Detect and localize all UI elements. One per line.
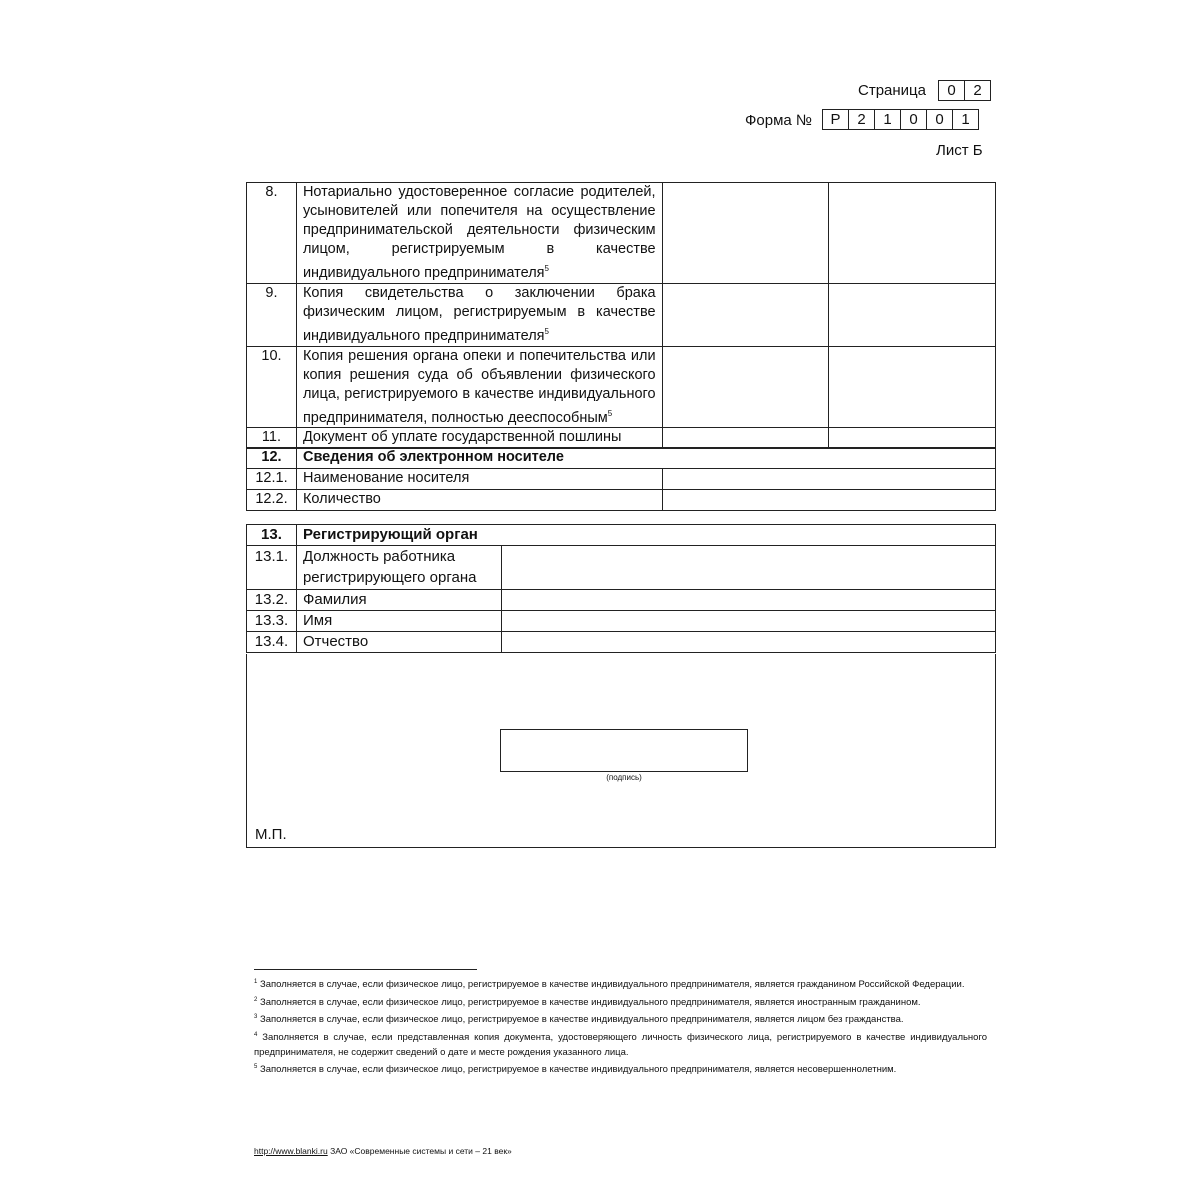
row-number: 13.4. — [247, 632, 297, 653]
footnote: $^4$ Заполняется в случае, если представленная копия документа, удостоверяющего личность физического лица, регистрируемого в качестве индивидуального предпринимателя, не содержит сведений о дате и месте рождения указанного лица. — [254, 1031, 988, 1058]
table-row — [247, 428, 996, 449]
document-name: Нотариально удостоверенное согласие родителей, усыновителей или попечителя на осуществление предпринимательской деятельности физическим лицом, регистрируемым в качестве индивидуального предпринимателя$^5$ — [296, 183, 662, 284]
authority-table — [246, 524, 996, 653]
form-digit-box[interactable]: 0 — [926, 109, 953, 130]
document-count-cell[interactable] — [662, 283, 829, 346]
footnote-ref: 5 — [607, 408, 613, 418]
documents-table — [246, 182, 996, 449]
row-number: 10. — [247, 346, 297, 428]
form-digit-box[interactable]: 0 — [900, 109, 927, 130]
table-row — [247, 632, 996, 653]
signature-box[interactable] — [500, 729, 748, 772]
table-row — [247, 346, 996, 428]
footnote-separator — [254, 969, 477, 970]
footnote: $^3$ Заполняется в случае, если физическое лицо, регистрируемое в качестве индивидуального предпринимателя, является лицом без гражданства. — [254, 1014, 904, 1026]
section-title: Регистрирующий орган — [296, 525, 995, 546]
document-count-cell[interactable] — [662, 428, 829, 449]
row-number: 11. — [247, 428, 297, 449]
media-table — [246, 447, 996, 511]
signature-area — [246, 654, 996, 848]
form-digit-box[interactable]: 2 — [848, 109, 875, 130]
form-label: Форма № — [745, 112, 813, 129]
table-row — [247, 469, 996, 490]
footnote-ref: 5 — [544, 326, 549, 336]
name-field[interactable] — [501, 611, 995, 632]
document-sheets-cell[interactable] — [829, 283, 996, 346]
row-number: 12.1. — [247, 469, 297, 490]
surname-field[interactable] — [501, 590, 995, 611]
document-sheets-cell[interactable] — [829, 183, 996, 284]
row-number: 8. — [247, 183, 297, 284]
page-digit-box[interactable]: 2 — [964, 80, 991, 101]
footnote: $^5$ Заполняется в случае, если физическое лицо, регистрируемое в качестве индивидуального предпринимателя, является несовершеннолетним. — [254, 1064, 897, 1076]
footer-link[interactable]: http://www.blanki.ru — [254, 1146, 328, 1156]
form-digit-box[interactable]: 1 — [952, 109, 979, 130]
document-name: Копия решения органа опеки и попечительства или копия решения суда об объявлении физического лица, регистрируемого в качестве индивидуального предпринимателя, полностью дееспособным$^5$ — [296, 346, 662, 428]
section-number: 13. — [247, 525, 297, 546]
table-row — [247, 611, 996, 632]
section-header-row — [247, 448, 996, 469]
media-count-label: Количество — [296, 490, 662, 511]
section-header-row — [247, 525, 996, 546]
footnote: $^2$ Заполняется в случае, если физическое лицо, регистрируемое в качестве индивидуального предпринимателя, является иностранным гражданином. — [254, 996, 921, 1008]
footnotes — [254, 975, 987, 1078]
page-label: Страница — [858, 82, 926, 99]
media-name-field[interactable] — [662, 469, 995, 490]
signature-caption: (подпись) — [606, 773, 642, 782]
document-name: Копия свидетельства о заключении брака физическим лицом, регистрируемым в качестве индивидуального предпринимателя$^5$ — [296, 283, 662, 346]
table-row — [247, 590, 996, 611]
table-row — [247, 183, 996, 284]
page-digit-box[interactable]: 0 — [938, 80, 965, 101]
footnote: $^1$ Заполняется в случае, если физическое лицо, регистрируемое в качестве индивидуального предпринимателя, является гражданином Российской Федерации. — [254, 979, 965, 991]
row-number: 13.2. — [247, 590, 297, 611]
form-digit-box[interactable]: Р — [822, 109, 849, 130]
stamp-label: М.П. — [255, 826, 287, 843]
form-digit-box[interactable]: 1 — [874, 109, 901, 130]
table-row — [247, 490, 996, 511]
position-label: Должность работника регистрирующего органа — [296, 546, 501, 590]
document-sheets-cell[interactable] — [829, 428, 996, 449]
row-number: 12.2. — [247, 490, 297, 511]
page-footer — [254, 1146, 512, 1156]
document-count-cell[interactable] — [662, 183, 829, 284]
footer-company: ЗАО «Современные системы и сети – 21 век» — [330, 1146, 512, 1156]
media-count-field[interactable] — [662, 490, 995, 511]
row-number: 13.1. — [247, 546, 297, 590]
sheet-label: Лист Б — [936, 142, 983, 159]
surname-label: Фамилия — [296, 590, 501, 611]
form-number-boxes — [823, 109, 979, 130]
document-name: Документ об уплате государственной пошлины — [296, 428, 662, 449]
page-number-boxes — [939, 80, 991, 101]
document-count-cell[interactable] — [662, 346, 829, 428]
position-field[interactable] — [501, 546, 995, 590]
media-name-label: Наименование носителя — [296, 469, 662, 490]
section-number: 12. — [247, 448, 297, 469]
row-number: 9. — [247, 283, 297, 346]
patronymic-field[interactable] — [501, 632, 995, 653]
row-number: 13.3. — [247, 611, 297, 632]
footnote-ref: 5 — [544, 264, 549, 273]
document-sheets-cell[interactable] — [829, 346, 996, 428]
table-row — [247, 283, 996, 346]
patronymic-label: Отчество — [296, 632, 501, 653]
section-title: Сведения об электронном носителе — [296, 448, 995, 469]
table-row — [247, 546, 996, 590]
name-label: Имя — [296, 611, 501, 632]
